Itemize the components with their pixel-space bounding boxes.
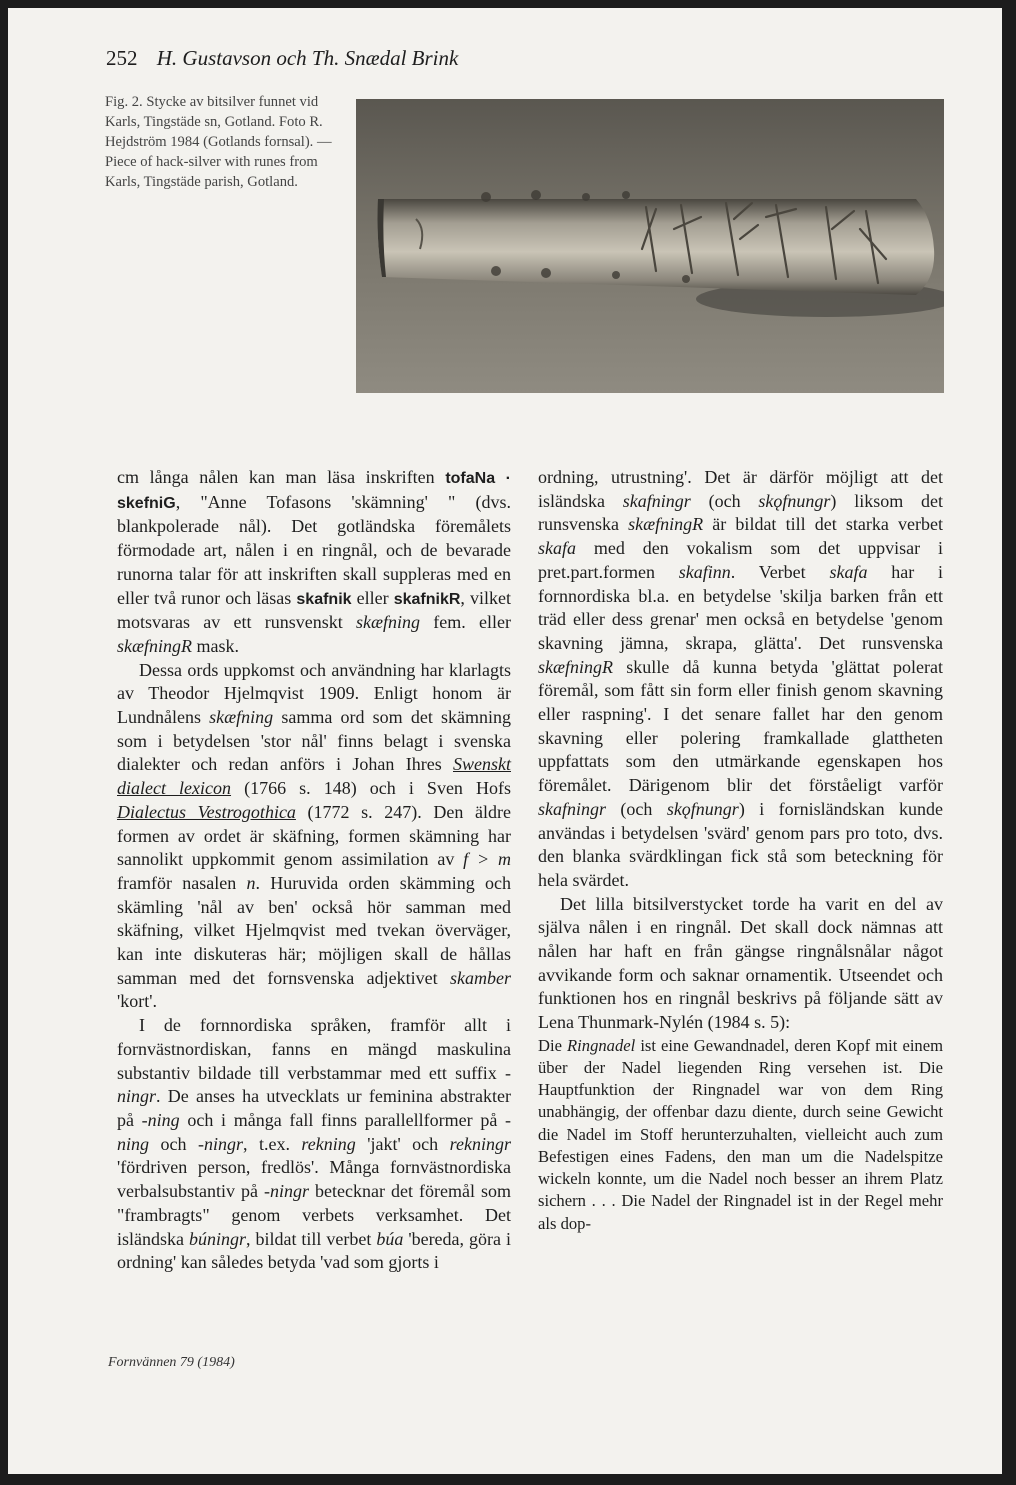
paragraph: I de fornnordiska språken, framför allt i fornvästnordiskan, fanns en mängd maskulina substantiv bildade till verbstammar med ett suffix -ningr. De anses ha utvecklats ur feminina abstrakter på -ning och i många fall finns parallellformer på -ning och -ningr, t.ex. rekning 'jakt' och rekningr 'fördriven person, fredlös'. Många fornvästnordiska verbalsubstantiv på -ningr betecknar det föremål som "frambragts" genom verbets verksamhet. Det isländska búningr, bildat till verbet búa 'bereda, göra i ordning' kan således betyda 'vad som gjorts i <box>117 1015 512 1273</box>
rune-transliteration: tofaNa · skefniG <box>117 470 511 512</box>
paragraph: cm långa nålen kan man läsa inskriften tofaNa · skefniG, "Anne Tofasons 'skämning' " (dvs. blankpolerade nål). Det gotländska föremålets förmodade art, nålen i en ringnål, och de bevarade runorna talar för att inskriften skall suppleras med en eller två runor och läsas skafnik eller skafnikR, vilket motsvaras av ett runsvenskt skæfning fem. eller skæfningR mask. <box>117 467 511 656</box>
page <box>8 8 1002 1474</box>
journal-footer: Fornvännen 79 (1984) <box>108 1355 235 1370</box>
authors: H. Gustavson och Th. Snædal Brink <box>156 46 459 70</box>
rune-transliteration: skafnikR <box>393 590 461 608</box>
rune-transliteration: skafnik <box>296 590 352 608</box>
paragraph: Det lilla bitsilverstycket torde ha varit en del av själva nålen i en ringnål. Det skall dock nämnas att nålen har haft en från gängse ringnålsnålar något avvikande form och saknar ornamentik. Utseendet och funktionen hos en ringnål beskrivs på följande sätt av Lena Thunmark-Nylén (1984 s. 5): <box>538 893 943 1033</box>
figure-caption: Fig. 2. Stycke av bitsilver funnet vid Karls, Tingstäde sn, Gotland. Foto R. Hejdström 1984 (Gotlands fornsal). — Piece of hack-silver with runes from Karls, Tingstäde parish, Gotland. <box>105 94 332 190</box>
hack-silver-photo <box>356 99 944 393</box>
left-column <box>117 466 511 1275</box>
paragraph: Dessa ords uppkomst och användning har klarlagts av Theodor Hjelmqvist 1909. Enligt honom är Lundnålens skæfning samma ord som det skämning som i betydelsen 'stor nål' finns belagt i svenska dialekter och redan anförs i Johan Ihres Swenskt dialect lexicon (1766 s. 148) och i Sven Hofs Dialectus Vestrogothica (1772 s. 247). Den äldre formen av ordet är skäfning, formen skämning har sannolikt uppkommit genom assimilation av f > m framför nasalen n. Huruvida orden skämming och skämling 'nål av ben' också hör samman med skäfning, vilket Hjelmqvist med tvekan överväger, kan inte diskuteras här; möjligen skall de hållas samman med det fornsvenska adjektivet skamber 'kort'. <box>117 659 512 1012</box>
block-quote: Die Ringnadel ist eine Gewandnadel, deren Kopf mit einem über der Nadel liegenden Ring versehen ist. Die Hauptfunktion der Ringnadel war von dem Ring unabhängig, der offenbar dazu diente, durch seine Gewicht die Nadel im Stoff herunterzuhalten, vielleicht auch zum Befestigen eines Fadens, den man um die Nadelspitze wickeln konnte, um die Nadel noch besser an ihrem Platz sichern . . . Die Nadel der Ringnadel ist in der Regel mehr als dop- <box>538 1035 944 1233</box>
right-column <box>538 466 943 1235</box>
page-number: 252 <box>106 46 138 70</box>
figure-photo <box>356 99 944 393</box>
running-head <box>106 46 458 71</box>
paragraph: ordning, utrustning'. Det är därför möjligt att det isländska skafningr (och skǫfnungr) liksom det runsvenska skæfningR är bildat till det starka verbet skafa med den vokalism som det uppvisar i pret.part.formen skafinn. Verbet skafa har i fornnordiska bl.a. en betydelse 'skilja barken från ett träd eller dess grenar' men också en betydelse 'genom skavning jämna, skrapa, glätta'. Det runsvenska skæfningR skulle då kunna betyda 'glättat polerat föremål, som fått sin form eller finish genom skavning eller raspning'. I det senare fallet har den genom skavning eller polering framkallade glattheten uppfattats som den utmärkande egenskapen hos föremålet. Därigenom blir det förståeligt varför skafningr (och skǫfnungr) i fornisländskan kunde användas i betydelsen 'svärd' genom pars pro toto, dvs. den blanka svärdklingan fick stå som beteckning för hela svärdet. <box>538 467 943 890</box>
